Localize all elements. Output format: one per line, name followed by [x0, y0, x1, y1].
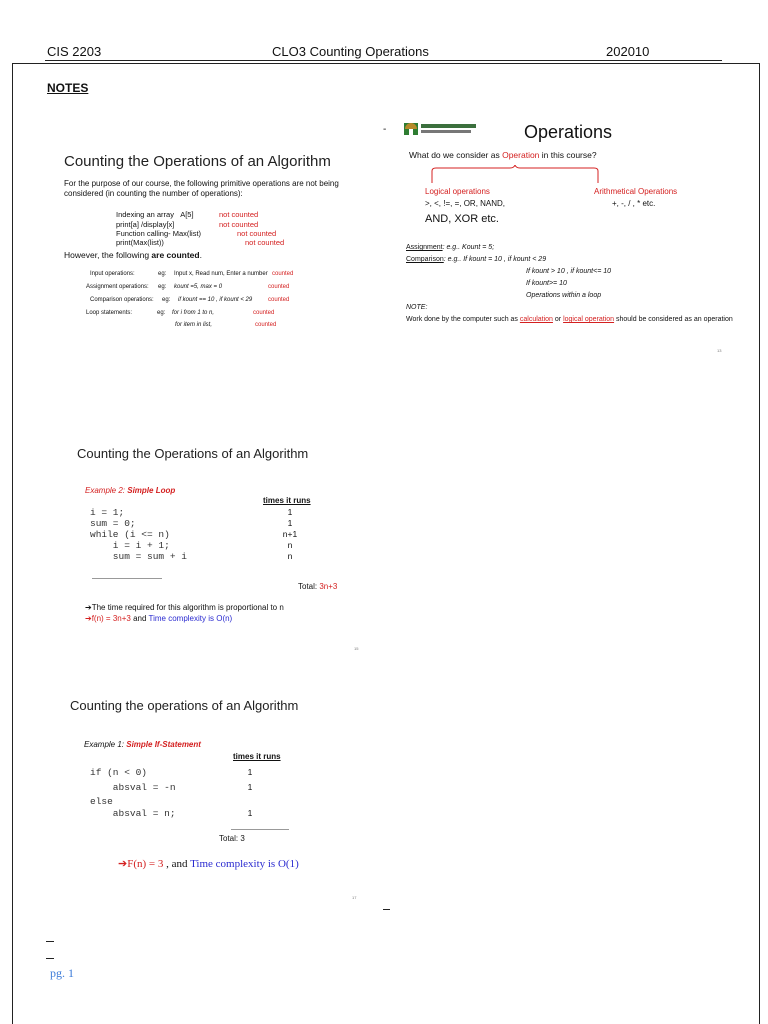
code-line: i = i + 1;	[90, 540, 170, 551]
header-rule	[45, 60, 722, 61]
code-line: while (i <= n)	[90, 529, 170, 540]
code-line: absval = n;	[90, 808, 176, 819]
slide3-line2: ➔f(n) = 3n+3 and Time complexity is O(n)	[85, 614, 233, 623]
comparison-more: If kount > 10 , if kount<= 10	[526, 268, 612, 275]
dash-mark	[46, 958, 54, 959]
notes-label: NOTES	[47, 81, 89, 95]
logical-label: Logical operations	[425, 187, 490, 196]
comparison-more: If kount>= 10	[526, 280, 567, 287]
arrow-icon: ➔	[118, 858, 128, 870]
slide3-divider	[92, 578, 162, 579]
term-code: 202010	[606, 44, 650, 59]
slide3-line1: ➔The time required for this algorithm is proportional to n	[85, 603, 284, 612]
counted-status: counted	[268, 297, 290, 303]
assignment-line: Assignment: e.g.. Kount = 5;	[406, 244, 495, 251]
code-line: sum = 0;	[90, 518, 136, 529]
slide4-divider	[231, 829, 289, 830]
not-counted-item: print[a] /display[x]	[116, 220, 175, 229]
counted-eg: eg:	[162, 297, 171, 303]
counted-label: Input operations:	[90, 271, 135, 277]
logical-ops-2: AND, XOR etc.	[425, 213, 499, 225]
slide1-title: Counting the Operations of an Algorithm	[64, 153, 331, 170]
note-label: NOTE:	[406, 304, 428, 311]
counted-label: Comparison operations:	[90, 297, 154, 303]
runs-count: 1	[247, 782, 253, 792]
counted-status: counted	[272, 271, 294, 277]
counted-status: counted	[268, 284, 290, 290]
code-line: absval = -n	[90, 782, 176, 793]
counted-example: for item in list,	[175, 322, 213, 328]
slide3-total: Total: 3n+3	[298, 582, 338, 591]
code-line: sum = sum + i	[90, 551, 187, 562]
runs-count: 1	[247, 808, 253, 818]
frame-right	[759, 63, 760, 1024]
frame-left	[12, 63, 13, 1024]
frame-top	[12, 63, 760, 64]
arrow-icon: ➔	[85, 614, 92, 623]
runs-count: n+1	[282, 529, 298, 539]
slide4-line: ➔F(n) = 3 , and Time complexity is O(1)	[118, 858, 299, 870]
runs-count: n	[287, 540, 293, 550]
not-counted-item: Function calling- Max(list)	[116, 229, 202, 238]
counted-status: counted	[255, 322, 277, 328]
note-text: Work done by the computer such as calculation or logical operation should be considered as an operation	[406, 316, 733, 323]
code-line: i = 1;	[90, 507, 125, 518]
document-title: CLO3 Counting Operations	[272, 44, 429, 59]
slide4-runs-header: times it runs	[233, 752, 281, 761]
counted-label: Assignment operations:	[86, 284, 149, 290]
counted-example: kount =5, max = 0	[174, 284, 223, 290]
not-counted-status: not counted	[245, 238, 285, 247]
comparison-more: Operations within a loop	[526, 292, 602, 299]
institution-logo	[404, 120, 478, 138]
arith-ops: +, -, / , * etc.	[612, 199, 656, 208]
runs-count: 1	[247, 767, 253, 777]
slide3-runs-header: times it runs	[263, 496, 311, 505]
comparison-line: Comparison: e.g.. If kount = 10 , if kount < 29	[406, 256, 547, 263]
however-line: However, the following are counted.	[64, 250, 202, 260]
slide2-question: What do we consider as Operation in this course?	[409, 150, 597, 160]
slide1-intro: For the purpose of our course, the following primitive operations are not being considered (in counting the number of operations):	[64, 179, 339, 198]
not-counted-status: not counted	[237, 229, 277, 238]
arith-label: Arithmetical Operations	[594, 187, 678, 196]
logical-ops: >, <, !=, =, OR, NAND,	[425, 199, 506, 208]
slide4-title: Counting the operations of an Algorithm	[70, 698, 299, 713]
dash-mark: -	[383, 124, 387, 135]
not-counted-item: Indexing an array A[5]	[116, 210, 194, 219]
slide2-title: Operations	[524, 122, 613, 142]
counted-example: for i from 1 to n,	[172, 310, 215, 316]
slide2-page-number: 13	[717, 348, 722, 353]
code-line: if (n < 0)	[90, 767, 148, 778]
slide4-page-number: 17	[352, 895, 357, 900]
slide4-example: Example 1: Simple If-Statement	[84, 740, 201, 749]
not-counted-status: not counted	[219, 210, 259, 219]
brace-icon	[430, 165, 600, 185]
runs-count: n	[287, 551, 293, 561]
counted-label: Loop statements:	[86, 310, 133, 316]
runs-count: 1	[287, 518, 293, 528]
code-line: else	[90, 796, 113, 807]
slide3-page-number: 15	[354, 646, 359, 651]
not-counted-status: not counted	[219, 220, 259, 229]
slide3-title: Counting the Operations of an Algorithm	[77, 446, 309, 461]
counted-example: if kount == 10 , if kount < 29	[178, 297, 253, 303]
counted-eg: eg:	[158, 284, 167, 290]
not-counted-item: print(Max(list))	[116, 238, 164, 247]
course-code: CIS 2203	[47, 44, 102, 59]
runs-count: 1	[287, 507, 293, 517]
slide4-total: Total: 3	[219, 834, 245, 843]
slide3-example: Example 2: Simple Loop	[85, 486, 176, 495]
counted-eg: eg:	[158, 271, 167, 277]
page-number: pg. 1	[50, 966, 74, 980]
counted-eg: eg:	[157, 310, 166, 316]
counted-example: Input x, Read num, Enter a number	[174, 271, 268, 277]
dash-mark	[383, 909, 390, 910]
arrow-icon: ➔	[85, 603, 92, 612]
counted-status: counted	[253, 310, 275, 316]
dash-mark	[46, 941, 54, 942]
